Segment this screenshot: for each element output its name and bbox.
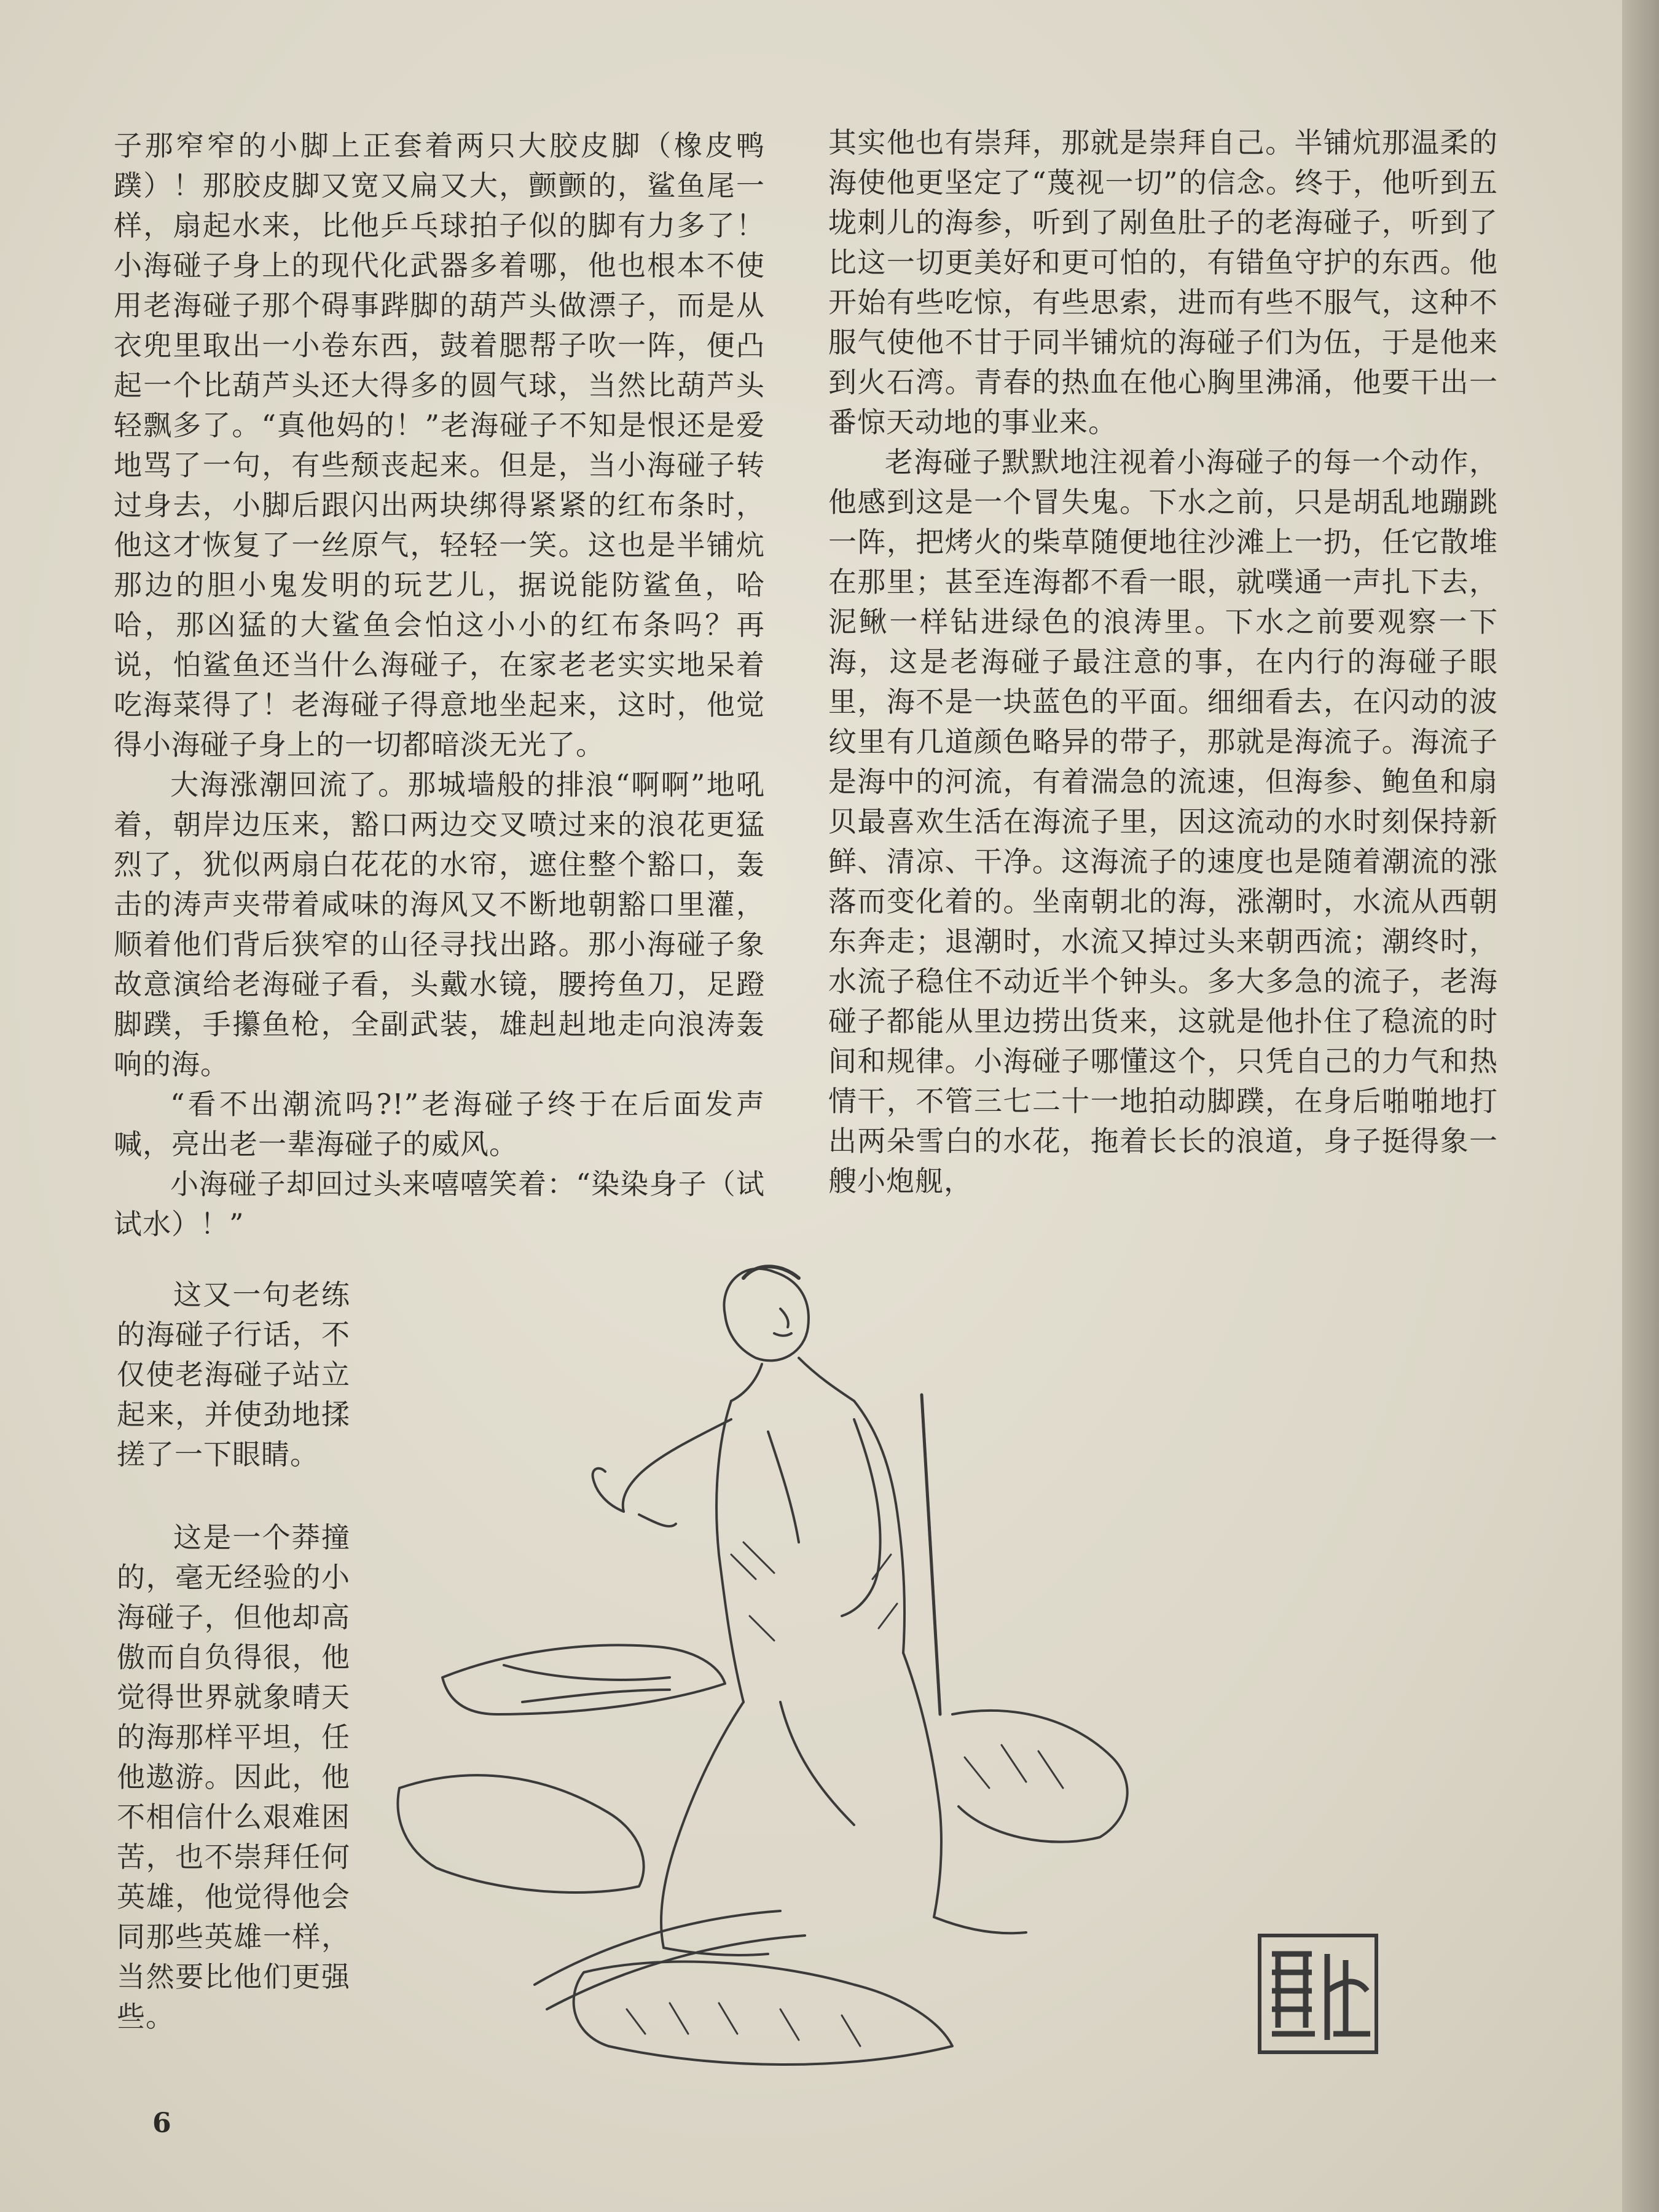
- artist-seal: [1253, 1929, 1382, 2058]
- page-number: 6: [152, 2108, 171, 2139]
- paragraph: 这是一个莽撞的，毫无经验的小海碰子，但他却高傲而自负得很，他觉得世界就象晴天的海那样平坦，任他遨游。因此，他不相信什么艰难困苦，也不崇拜任何英雄，他觉得他会同那些英雄一样，当然要比他们更强些。: [117, 1521, 350, 2033]
- paragraph: “看不出潮流吗?!”老海碰子终于在后面发声喊，亮出老一辈海碰子的威风。: [114, 1088, 765, 1161]
- paragraph: 这又一句老练的海碰子行话，不仅使老海碰子站立起来，并使劲地揉搓了一下眼睛。: [117, 1278, 350, 1471]
- paragraph: 小海碰子却回过头来嘻嘻笑着：“染染身子（试试水）！”: [114, 1167, 765, 1241]
- page-edge-shadow: [1622, 0, 1659, 2212]
- paragraph: 子那窄窄的小脚上正套着两只大胶皮脚（橡皮鸭蹼）！那胶皮脚又宽又扁又大，颤颤的，鲨鱼尾一样，扇起水来，比他乒乓球拍子似的脚有力多了！小海碰子身上的现代化武器多着哪，他也根本不使用老海碰子那个碍事跸脚的葫芦头做漂子，而是从衣兜里取出一小卷东西，鼓着腮帮子吹一阵，便凸起一个比葫芦头还大得多的圆气球，当然比葫芦头轻飘多了。“真他妈的！”老海碰子不知是恨还是爱地骂了一句，有些颓丧起来。但是，当小海碰子转过身去，小脚后跟闪出两块绑得紧紧的红布条时，他这才恢复了一丝原气，轻轻一笑。这也是半铺炕那边的胆小鬼发明的玩艺儿，据说能防鲨鱼，哈哈，那凶猛的大鲨鱼会怕这小小的红布条吗？再说，怕鲨鱼还当什么海碰子，在家老老实实地呆着吃海菜得了！老海碰子得意地坐起来，这时，他觉得小海碰子身上的一切都暗淡无光了。: [114, 129, 765, 761]
- left-text-column: [114, 126, 765, 1244]
- paragraph: 大海涨潮回流了。那城墙般的排浪“啊啊”地吼着，朝岸边压来，豁口两边交叉喷过来的浪花更猛烈了，犹似两扇白花花的水帘，遮住整个豁口，轰击的涛声夹带着咸味的海风又不断地朝豁口里灌，顺着他们背后狭窄的山径寻找出路。那小海碰子象故意演给老海碰子看，头戴水镜，腰挎鱼刀，足蹬脚蹼，手攥鱼枪，全副武装，雄赳赳地走向浪涛轰响的海。: [114, 768, 765, 1081]
- narrow-text-column: [117, 1275, 350, 2037]
- right-text-column: [828, 123, 1498, 1201]
- paragraph: 其实他也有崇拜，那就是崇拜自己。半铺炕那温柔的海使他更坚定了“蔑视一切”的信念。终于，他听到五垅刺儿的海参，听到了剐鱼肚子的老海碰子，听到了比这一切更美好和更可怕的，有错鱼守护的东西。他开始有些吃惊，有些思索，进而有些不服气，这种不服气使他不甘于同半铺炕的海碰子们为伍，于是他来到火石湾。青春的热血在他心胸里沸涌，他要干出一番惊天动地的事业来。: [828, 126, 1498, 439]
- paragraph: 老海碰子默默地注视着小海碰子的每一个动作，他感到这是一个冒失鬼。下水之前，只是胡乱地蹦跳一阵，把烤火的柴草随便地往沙滩上一扔，任它散堆在那里；甚至连海都不看一眼，就噗通一声扎下去，泥鳅一样钻进绿色的浪涛里。下水之前要观察一下海，这是老海碰子最注意的事，在内行的海碰子眼里，海不是一块蓝色的平面。细细看去，在闪动的波纹里有几道颜色略异的带子，那就是海流子。海流子是海中的河流，有着湍急的流速，但海参、鲍鱼和扇贝最喜欢生活在海流子里，因这流动的水时刻保持新鲜、清凉、干净。这海流子的速度也是随着潮流的涨落而变化着的。坐南朝北的海，涨潮时，水流从西朝东奔走；退潮时，水流又掉过头来朝西流；潮终时，水流子稳住不动近半个钟头。多大多急的流子，老海碰子都能从里边捞出货来，这就是他扑住了稳流的时间和规律。小海碰子哪懂这个，只凭自己的力气和热情干，不管三七二十一地拍动脚蹼，在身后啪啪地打出两朵雪白的水花，拖着长长的浪道，身子挺得象一艘小炮舰，: [828, 445, 1498, 1198]
- diver-illustration: [350, 1235, 1260, 2120]
